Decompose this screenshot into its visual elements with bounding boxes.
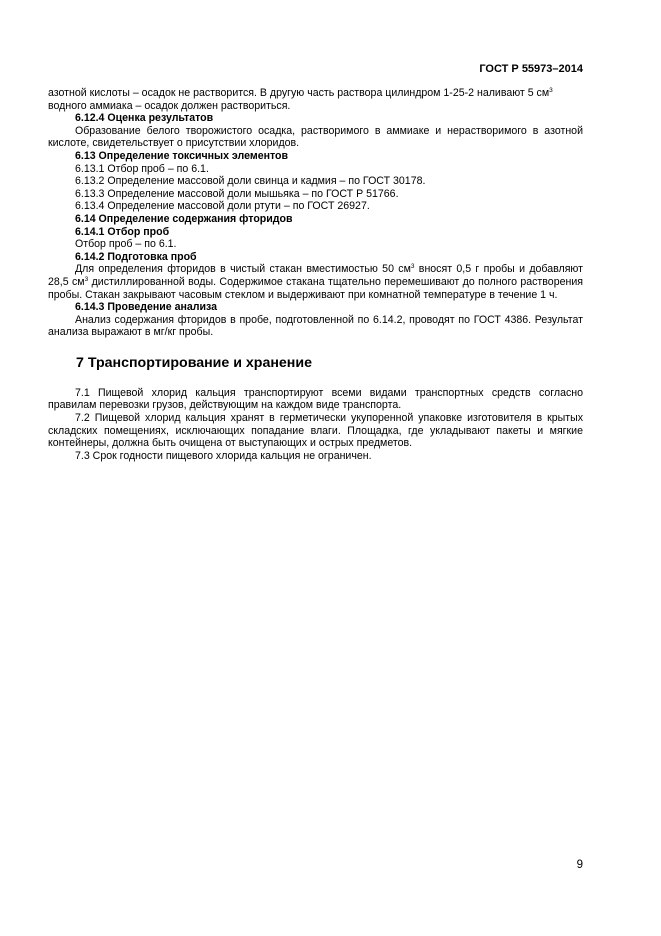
paragraph-6-13-2: 6.13.2 Определение массовой доли свинца и кадмия – по ГОСТ 30178.	[75, 175, 426, 188]
page-number: 9	[576, 859, 583, 871]
superscript-3: 3	[84, 275, 89, 283]
paragraph-text: водного аммиака – осадок должен раствориться.	[48, 99, 291, 112]
paragraph-7-3: 7.3 Срок годности пищевого хлорида кальция не ограничен.	[75, 449, 372, 462]
heading-6-14-3: 6.14.3 Проведение анализа	[75, 301, 218, 314]
paragraph-7-2: 7.2 Пищевой хлорид кальция хранят в герметически укупоренной упаковке изготовителя в крытых складских помещениях, исключающих попадание влаги. Площадка, где укладывают пакеты и мягкие контейнеры, должна быть очищена от выступающих и острых предметов.	[48, 412, 583, 450]
superscript-3: 3	[549, 87, 553, 94]
heading-6-13: 6.13 Определение токсичных элементов	[75, 149, 289, 162]
paragraph-6-14-1: Отбор проб – по 6.1.	[75, 238, 177, 251]
paragraph-text: дистиллированной воды. Содержимое стакана тщательно перемешивают до полного растворения пробы. Стакан закрывают часовым стеклом и выдерживают при комнатной температуре в течение 1 ч.	[48, 275, 583, 301]
section-7-title: 7 Транспортирование и хранение	[76, 354, 312, 371]
paragraph-6-13-1: 6.13.1 Отбор проб – по 6.1.	[75, 162, 209, 175]
paragraph-text: вносят 0,5 г пробы и добавляют 28,5 см	[48, 263, 583, 288]
paragraph-6-13-4: 6.13.4 Определение массовой доли ртути – по ГОСТ 26927.	[75, 200, 370, 213]
paragraph-6-12-4: Образование белого творожистого осадка, растворимого в аммиаке и нерастворимого в азотной кислоте, свидетельствует о присутствии хлоридов.	[48, 124, 583, 150]
paragraph-text: Для определения фторидов в чистый стакан вместимостью 50 см	[75, 263, 411, 276]
paragraph-6-14-2	[48, 263, 583, 301]
paragraph-nitric-acid	[48, 87, 583, 112]
superscript-3: 3	[410, 263, 415, 271]
heading-6-12-4: 6.12.4 Оценка результатов	[75, 112, 214, 125]
document-code-header: ГОСТ Р 55973–2014	[479, 63, 583, 75]
paragraph-6-14-3: Анализ содержания фторидов в пробе, подготовленной по 6.14.2, проводят по ГОСТ 4386. Результат анализа выражают в мг/кг пробы.	[48, 313, 583, 339]
heading-6-14: 6.14 Определение содержания фторидов	[75, 212, 293, 225]
document-body	[48, 87, 583, 462]
heading-6-14-1: 6.14.1 Отбор проб	[75, 225, 170, 238]
heading-6-14-2: 6.14.2 Подготовка проб	[75, 250, 197, 263]
paragraph-7-1: 7.1 Пищевой хлорид кальция транспортируют всеми видами транспортных средств согласно правилам перевозки грузов, действующим на каждом виде транспорта.	[48, 386, 583, 412]
paragraph-6-13-3: 6.13.3 Определение массовой доли мышьяка – по ГОСТ Р 51766.	[75, 187, 399, 200]
paragraph-text: азотной кислоты – осадок не растворится. В другую часть раствора цилиндром 1-25-2 наливают 5 см	[48, 87, 550, 99]
